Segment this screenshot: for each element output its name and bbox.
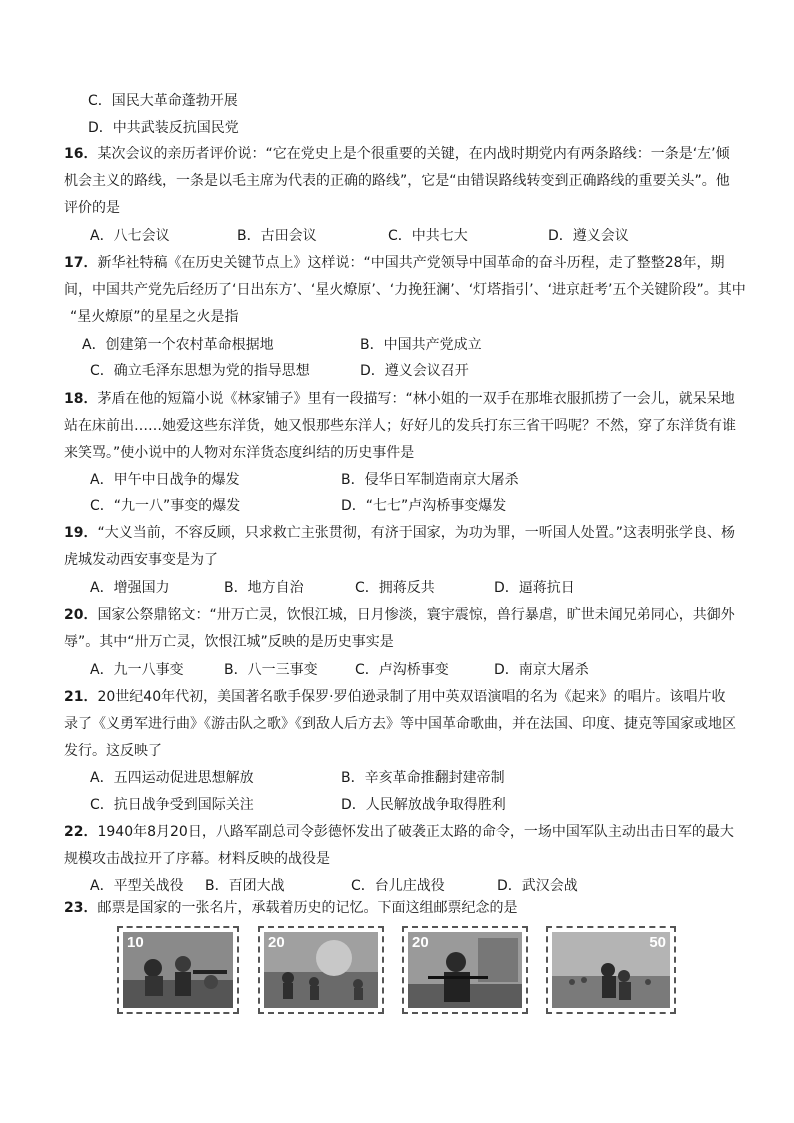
question-text-line: 虎城发动西安事变是为了 [64, 552, 218, 568]
question-text: 1940年8月20日，八路军副总司令彭德怀发出了破袭正太路的命令，一场中国军队主动出击日军的最大 [97, 824, 734, 840]
question-text: 新华社特稿《在历史关键节点上》这样说：“中国共产党领导中国革命的奋斗历程，走了整整28年，期 [97, 255, 725, 271]
stamp-1 [117, 926, 239, 1014]
prev-option-c: C．国民大革命蓬勃开展 [88, 93, 238, 109]
question-text: 茅盾在他的短篇小说《林家铺子》里有一段描写：“林小姐的一双手在那堆衣服抓捞了一会儿，就呆呆地 [97, 391, 735, 407]
option-b: B．中国共产党成立 [360, 337, 482, 353]
option-a: A．九一八事变 [90, 662, 184, 678]
option-b: B．古田会议 [237, 228, 317, 244]
option-a: A．创建第一个农村革命根据地 [82, 337, 274, 353]
option-b: B．地方自治 [224, 580, 304, 596]
option-d: D．逼蒋抗日 [494, 580, 575, 596]
stamp-value: 10 [127, 934, 144, 951]
question-text-line: 发行。这反映了 [64, 743, 162, 759]
question-22 [64, 823, 734, 841]
stamp-image [408, 932, 522, 1008]
question-text-line: 站在床前出……她爱这些东洋货，她又恨那些东洋人；好好儿的发兵打东三省干吗呢？不然，穿了东洋货有谁 [64, 418, 736, 434]
question-text-line: 评价的是 [64, 200, 120, 216]
option-d: D．遵义会议 [548, 228, 629, 244]
stamp-image [123, 932, 233, 1008]
question-text-line: 来笑骂。”使小说中的人物对东洋货态度纠结的历史事件是 [64, 445, 415, 461]
option-a: A．甲午中日战争的爆发 [90, 472, 240, 488]
question-number: 20． [64, 607, 98, 623]
option-d: D．人民解放战争取得胜利 [341, 797, 506, 813]
stamp-3 [402, 926, 528, 1014]
option-c: C．抗日战争受到国际关注 [90, 797, 254, 813]
question-18 [64, 390, 735, 408]
stamp-2 [258, 926, 384, 1014]
stamp-value: 50 [649, 934, 666, 951]
question-text-line: 规模攻击战拉开了序幕。材料反映的战役是 [64, 851, 330, 867]
option-c: C．确立毛泽东思想为党的指导思想 [90, 363, 310, 379]
option-b: B．百团大战 [205, 878, 285, 894]
option-b: B．辛亥革命推翻封建帝制 [341, 770, 505, 786]
option-d: D．武汉会战 [497, 878, 578, 894]
question-20 [64, 606, 735, 624]
option-c: C．“九一八”事变的爆发 [90, 498, 241, 514]
stamp-value: 20 [268, 934, 285, 951]
question-number: 18． [64, 391, 98, 407]
question-text: 20世纪40年代初，美国著名歌手保罗·罗伯逊录制了用中英双语演唱的名为《起来》的唱片。该唱片收 [97, 689, 726, 705]
question-text-line: 间，中国共产党先后经历了‘日出东方’、‘星火燎原’、‘力挽狂澜’、‘灯塔指引’、‘进京赶考’五个关键阶段”。其中 [64, 282, 746, 298]
question-text: “大义当前，不容反顾，只求救亡主张贯彻，有济于国家，为功为罪，一听国人处置。”这表明张学良、杨 [97, 525, 735, 541]
option-b: B．侵华日军制造南京大屠杀 [341, 472, 519, 488]
option-c: C．中共七大 [388, 228, 468, 244]
question-text-line: 录了《义勇军进行曲》《游击队之歌》《到敌人后方去》等中国革命歌曲，并在法国、印度、捷克等国家或地区 [64, 716, 736, 732]
stamp-image [552, 932, 670, 1008]
option-a: A．增强国力 [90, 580, 170, 596]
option-d: D．“七七”卢沟桥事变爆发 [341, 498, 507, 514]
option-a: A．八七会议 [90, 228, 170, 244]
option-c: C．卢沟桥事变 [355, 662, 449, 678]
question-16 [64, 145, 730, 163]
question-17 [64, 254, 725, 272]
stamp-image [264, 932, 378, 1008]
option-d: D．遵义会议召开 [360, 363, 469, 379]
question-19 [64, 524, 735, 542]
question-number: 16． [64, 146, 98, 162]
question-number: 23． [64, 900, 98, 916]
question-text: 邮票是国家的一张名片，承载着历史的记忆。下面这组邮票纪念的是 [97, 900, 518, 916]
prev-option-d: D．中共武装反抗国民党 [88, 120, 239, 136]
question-23 [64, 899, 517, 917]
question-text: 某次会议的亲历者评价说：“它在党史上是个很重要的关键，在内战时期党内有两条路线：一条是‘左’倾 [97, 146, 730, 162]
question-text: 国家公祭鼎铭文：“卅万亡灵，饮恨江城，日月惨淡，寰宇震惊，兽行暴虐，旷世未闻兄弟同心，共御外 [97, 607, 735, 623]
stamp-4 [546, 926, 676, 1014]
option-d: D．南京大屠杀 [494, 662, 589, 678]
question-text-line: “星火燎原”的星星之火是指 [70, 309, 239, 325]
question-number: 22． [64, 824, 98, 840]
question-text-line: 机会主义的路线，一条是以毛主席为代表的正确的路线”，它是“由错误路线转变到正确路线的重要关头”。他 [64, 173, 730, 189]
question-number: 21． [64, 689, 98, 705]
stamp-value: 20 [412, 934, 429, 951]
option-a: A．平型关战役 [90, 878, 184, 894]
option-c: C．拥蒋反共 [355, 580, 435, 596]
option-c: C．台儿庄战役 [351, 878, 445, 894]
question-21 [64, 688, 726, 706]
question-number: 17． [64, 255, 98, 271]
option-a: A．五四运动促进思想解放 [90, 770, 254, 786]
question-number: 19． [64, 525, 98, 541]
option-b: B．八一三事变 [224, 662, 318, 678]
question-text-line: 辱”。其中“卅万亡灵，饮恨江城”反映的是历史事实是 [64, 634, 394, 650]
